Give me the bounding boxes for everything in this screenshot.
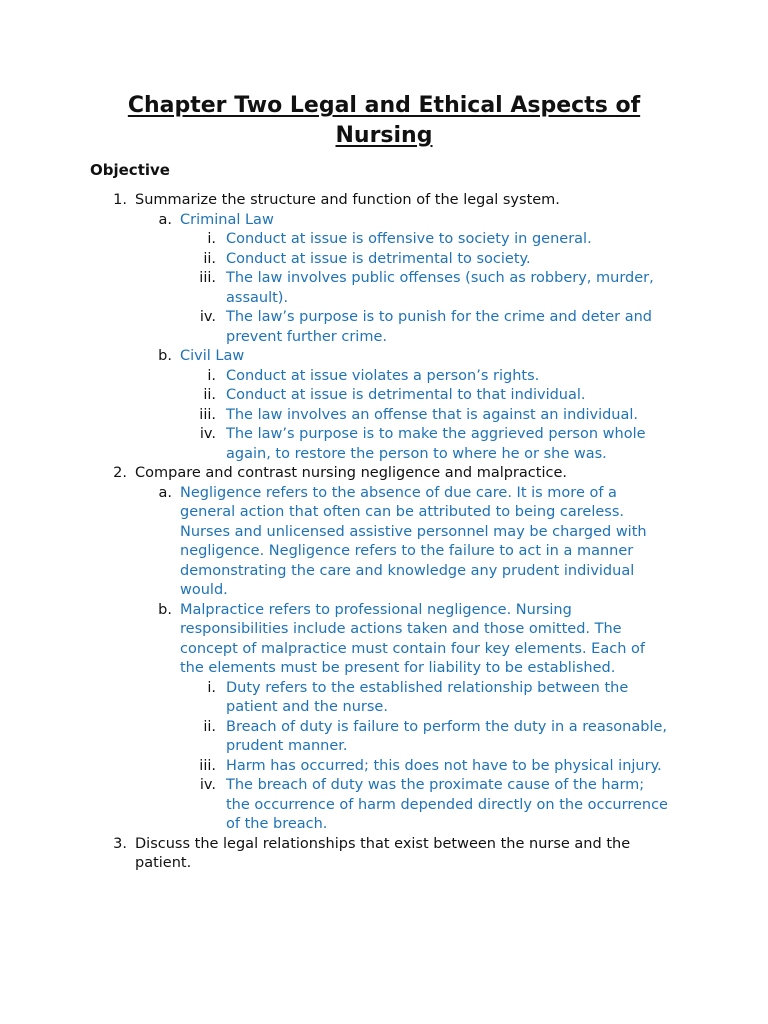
list-item-text: The law’s purpose is to punish for the crime and deter and prevent further crime.	[226, 309, 653, 345]
list-item	[0, 367, 672, 387]
page-title: Chapter Two Legal and Ethical Aspects of Nursing	[127, 93, 641, 148]
list-item	[0, 718, 672, 757]
list-item-text: The law involves public offenses (such as robbery, murder, assault).	[226, 270, 654, 306]
list-marker: ii.	[203, 250, 216, 267]
list-item	[0, 464, 675, 484]
list-marker: ii.	[203, 387, 216, 403]
list-item	[0, 386, 672, 406]
list-item-text: Malpractice refers to professional negligence. Nursing responsibilities include actions taken and those omitted. The concept of malpractice must contain four key elements. Each of the elements must be present for liability to be established.	[180, 601, 645, 676]
list-item	[0, 250, 672, 270]
list-item	[0, 835, 675, 874]
list-marker: i.	[207, 367, 216, 384]
list-item	[0, 406, 672, 426]
list-item-text: The law’s purpose is to make the aggrieved person whole again, to restore the person to where he or she was.	[226, 426, 646, 462]
list-item-text: Criminal Law	[180, 211, 274, 228]
list-marker: i.	[207, 679, 216, 696]
list-marker: iv.	[199, 426, 216, 442]
list-item	[0, 679, 672, 718]
list-marker: iii.	[199, 406, 216, 423]
list-item-text: Compare and contrast nursing negligence and malpractice.	[135, 465, 567, 481]
list-marker: iii.	[199, 757, 216, 774]
list-item	[0, 230, 672, 250]
section-heading: Objective	[90, 161, 170, 179]
list-marker: 3.	[113, 835, 127, 852]
list-item	[0, 191, 675, 211]
list-marker: 2.	[113, 465, 127, 481]
objectives-list	[0, 191, 768, 874]
list-marker: a.	[158, 211, 172, 228]
list-item	[0, 211, 670, 231]
list-marker: b.	[158, 601, 172, 618]
list-item-text: Summarize the structure and function of the legal system.	[135, 192, 560, 208]
list-item	[0, 776, 672, 835]
list-marker: a.	[158, 484, 172, 501]
list-item-text: Conduct at issue violates a person’s rights.	[226, 367, 540, 384]
list-item-text: Duty refers to the established relationship between the patient and the nurse.	[226, 679, 629, 715]
list-marker: iv.	[199, 309, 216, 325]
list-marker: b.	[158, 348, 172, 364]
list-item	[0, 269, 672, 308]
list-marker: 1.	[113, 192, 127, 208]
list-item	[0, 601, 670, 679]
list-item-text: Conduct at issue is detrimental to that individual.	[226, 387, 586, 403]
list-item-text: Negligence refers to the absence of due care. It is more of a general action that often can be attributed to being careless. Nurses and unlicensed assistive personnel may be charged with negligence. Negligence refers to the failure to act in a manner demonstrating the care and knowledge any prudent individual would.	[180, 484, 647, 598]
list-item	[0, 425, 672, 464]
list-item-text: The law involves an offense that is against an individual.	[226, 406, 639, 423]
list-item-text: Conduct at issue is detrimental to society.	[226, 250, 531, 267]
list-marker: iii.	[199, 270, 216, 286]
list-item	[0, 757, 672, 777]
list-item-text: Conduct at issue is offensive to society in general.	[226, 231, 592, 247]
list-marker: i.	[207, 231, 216, 247]
list-item-text: Discuss the legal relationships that exist between the nurse and the patient.	[135, 835, 631, 871]
list-marker: iv.	[199, 777, 216, 793]
list-item	[0, 484, 670, 601]
list-item-text: The breach of duty was the proximate cause of the harm; the occurrence of harm depended directly on the occurrence of the breach.	[226, 777, 668, 832]
list-item	[0, 308, 672, 347]
list-item-text: Breach of duty is failure to perform the duty in a reasonable, prudent manner.	[226, 718, 668, 754]
list-marker: ii.	[203, 718, 216, 735]
list-item-text: Civil Law	[180, 348, 245, 364]
list-item-text: Harm has occurred; this does not have to be physical injury.	[226, 757, 662, 774]
list-item	[0, 347, 670, 367]
